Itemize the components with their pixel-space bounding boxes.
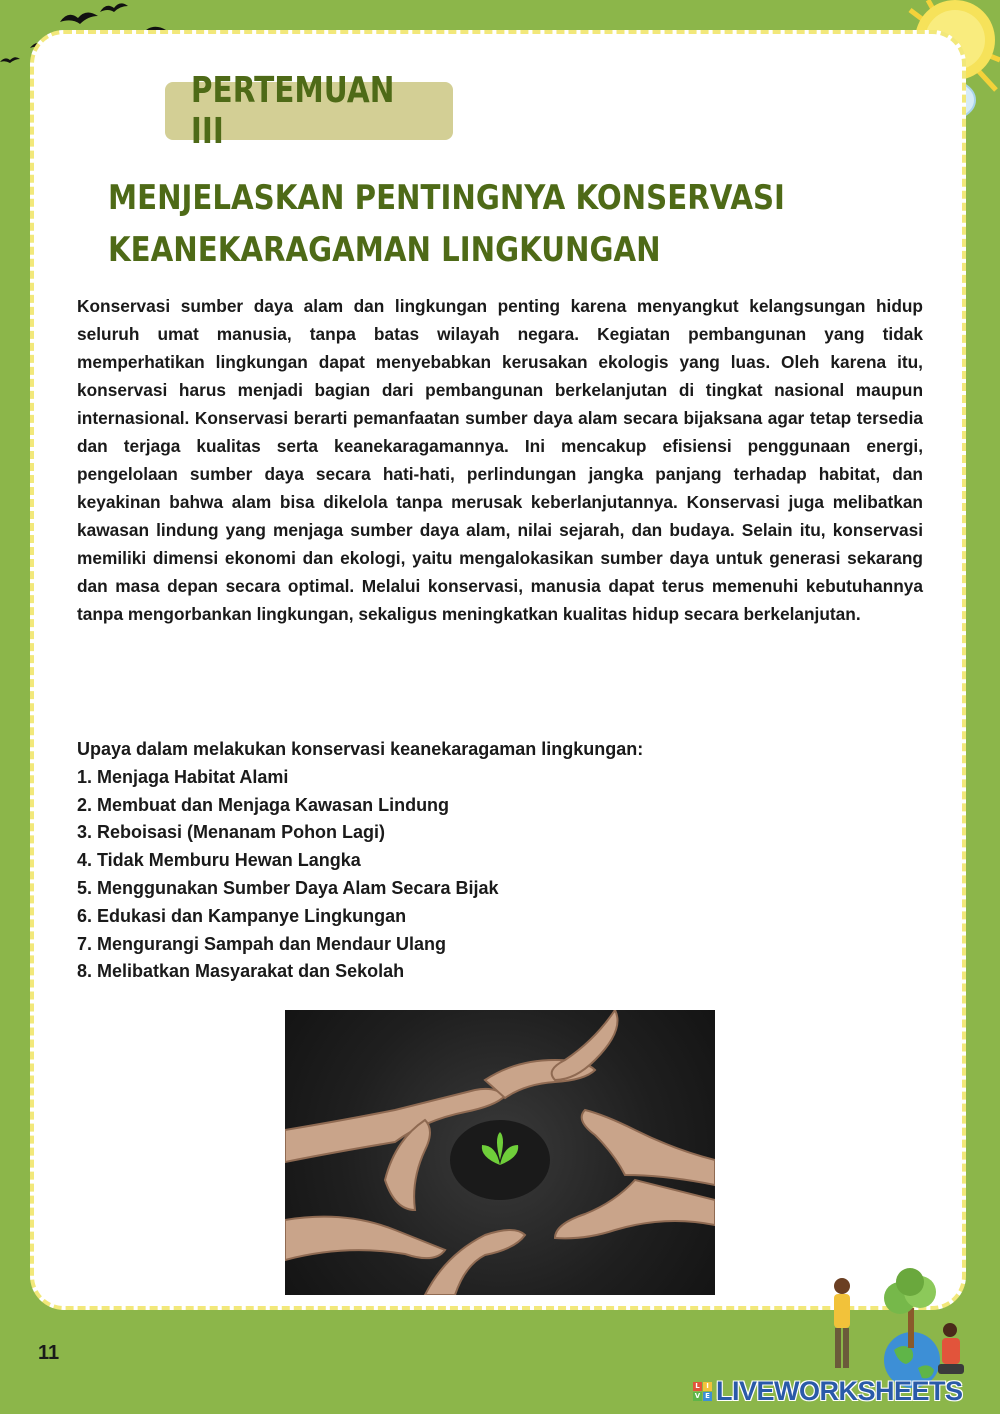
page-title-line-1: MENJELASKAN PENTINGNYA KONSERVASI [108,178,785,218]
list-item: 7. Mengurangi Sampah dan Mendaur Ulang [77,933,447,954]
page-title-line-2: KEANEKARAGAMAN LINGKUNGAN [108,230,661,270]
liveworksheets-brand-text: LIVEWORKSHEETS [716,1375,963,1406]
people-tree-globe-illustration [820,1268,990,1388]
list-item: 6. Edukasi dan Kampanye Lingkungan [77,905,407,926]
logo-letter: I [703,1382,712,1391]
list-item: 1. Menjaga Habitat Alami [77,766,289,787]
liveworksheets-brand[interactable] [693,1374,963,1408]
list-item: 5. Menggunakan Sumber Daya Alam Secara Bijak [77,877,499,898]
page-number: 11 [38,1342,60,1364]
conservation-efforts-intro: Upaya dalam melakukan konservasi keanekaragaman lingkungan: [77,739,644,759]
list-item: 4. Tidak Memburu Hewan Langka [77,850,361,871]
list-item: 8. Melibatkan Masyarakat dan Sekolah [77,961,405,982]
lesson-badge [165,70,453,152]
list-item: 2. Membuat dan Menjaga Kawasan Lindung [77,794,450,815]
list-item: 3. Reboisasi (Menanam Pohon Lagi) [77,822,386,843]
logo-letter: L [693,1382,702,1391]
conservation-efforts-section [77,736,923,986]
conservation-efforts-list [77,764,923,986]
logo-letter: V [694,1391,701,1400]
liveworksheets-logo-icon [693,1382,712,1401]
logo-letter: E [703,1392,712,1401]
hands-seedling-photo [285,1010,715,1295]
intro-paragraph: Konservasi sumber daya alam dan lingkungan penting karena menyangkut kelangsungan hidup seluruh umat manusia, tanpa batas wilayah negara. Kegiatan pembangunan yang tidak memperhatikan lingkungan dapat menyebabkan kerusakan ekologis yang luas. Oleh karena itu, konservasi harus menjadi bagian dari pembangunan berkelanjutan di tingkat nasional maupun internasional. Konservasi berarti pemanfaatan sumber daya alam secara bijaksana agar tetap tersedia dan terjaga kualitas serta keanekaragamannya. Ini mencakup efisiensi penggunaan energi, pengelolaan sumber daya secara hati-hati, perlindungan jangka panjang terhadap habitat, dan keyakinan bahwa alam bisa dikelola tanpa merusak keberlanjutannya. Konservasi juga melibatkan kawasan lindung yang menjaga sumber daya alam, nilai sejarah, dan budaya. Selain itu, konservasi memiliki dimensi ekonomi dan ekologi, yaitu mengalokasikan sumber daya untuk generasi sekarang dan masa depan secara optimal. Melalui konservasi, manusia dapat terus memenuhi kebutuhannya tanpa mengorbankan lingkungan, sekaligus meningkatkan kualitas hidup secara berkelanjutan. [77,296,923,624]
page-title [108,172,785,276]
lesson-badge-label: PERTEMUAN III [190,70,395,152]
hands-seedling-illustration [285,1010,715,1295]
